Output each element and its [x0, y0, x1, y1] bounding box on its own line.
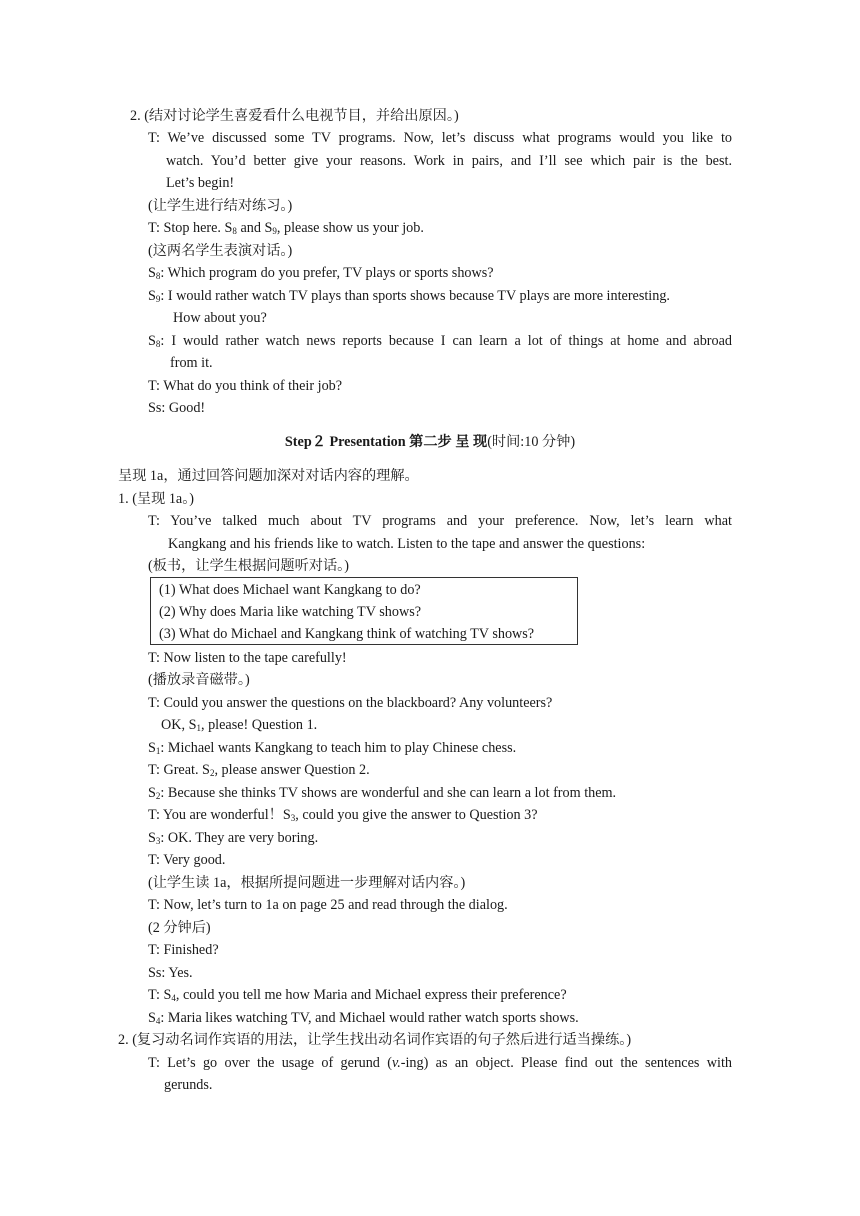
student-line: $S_8$: I would rather watch news reports because I can learn a lot of things at home and abroad: [148, 333, 732, 349]
question-item: (2) Why does Maria like watching TV shows?: [159, 604, 422, 620]
student-line: $S_4$: Maria likes watching TV, and Michael would rather watch sports shows.: [148, 1010, 579, 1026]
students-line: Ss: Yes.: [148, 965, 193, 981]
student-line: $S_2$: Because she thinks TV shows are wonderful and she can learn a lot from them.: [148, 785, 617, 801]
teacher-line: T: Very good.: [148, 852, 226, 868]
item-1-instruction: 1. (呈现 1a。): [118, 491, 195, 507]
teacher-line: T: You are wonderful！$S_3$, could you give the answer to Question 3?: [148, 807, 538, 823]
instruction-note: (播放录音磁带。): [148, 672, 250, 688]
teacher-line: T: Great. $S_2$, please answer Question 2.: [148, 762, 370, 778]
teacher-line: T: Stop here. $S_8$ and $S_9$, please show us your job.: [148, 220, 424, 236]
step-label: Step２ Presentation 第二步 呈 现: [284, 434, 488, 450]
student-line: $S_8$: Which program do you prefer, TV plays or sports shows?: [148, 265, 494, 281]
teacher-line: T: Finished?: [148, 942, 219, 958]
student-line: $S_3$: OK. They are very boring.: [148, 830, 319, 846]
teacher-line: T: We’ve discussed some TV programs. Now, let’s discuss what programs would you like to: [148, 130, 732, 146]
students-line: Ss: Good!: [148, 400, 206, 416]
step-heading: [0, 432, 860, 452]
teacher-line-cont: OK, $S_1$, please! Question 1.: [161, 717, 318, 733]
student-line-cont: from it.: [170, 355, 213, 371]
teacher-line: T: Could you answer the questions on the blackboard? Any volunteers?: [148, 695, 553, 711]
instruction-note: (让学生读 1a，根据所提问题进一步理解对话内容。): [148, 875, 466, 891]
teacher-line: T: You’ve talked much about TV programs and your preference. Now, let’s learn what: [148, 513, 732, 529]
teacher-line-cont: gerunds.: [164, 1077, 213, 1093]
teacher-line: T: Let’s go over the usage of gerund (v.-ing) as an object. Please find out the sentences with: [148, 1055, 732, 1071]
step-intro: 呈现 1a，通过回答问题加深对对话内容的理解。: [118, 468, 419, 484]
student-line: $S_1$: Michael wants Kangkang to teach him to play Chinese chess.: [148, 740, 517, 756]
student-line-cont: How about you?: [173, 310, 267, 326]
teacher-line-cont: Kangkang and his friends like to watch. Listen to the tape and answer the questions:: [168, 536, 646, 552]
blackboard-questions-box: [150, 577, 578, 645]
item-2-instruction: 2. (复习动名词作宾语的用法，让学生找出动名词作宾语的句子然后进行适当操练。): [118, 1032, 632, 1048]
teacher-line: T: Now listen to the tape carefully!: [148, 650, 347, 666]
teacher-line-cont: watch. You’d better give your reasons. Work in pairs, and I’ll see which pair is the best.: [166, 153, 732, 169]
teacher-line-cont: Let’s begin!: [166, 175, 235, 191]
teacher-line: T: Now, let’s turn to 1a on page 25 and read through the dialog.: [148, 897, 508, 913]
item-2-instruction: 2. (结对讨论学生喜爱看什么电视节目，并给出原因。): [130, 108, 459, 124]
question-item: (3) What do Michael and Kangkang think of watching TV shows?: [159, 626, 535, 642]
instruction-note: (板书，让学生根据问题听对话。): [148, 558, 349, 574]
instruction-note: (这两名学生表演对话。): [148, 243, 293, 259]
teacher-line: T: $S_4$, could you tell me how Maria and Michael express their preference?: [148, 987, 567, 1003]
question-item: (1) What does Michael want Kangkang to do?: [159, 582, 421, 598]
step-time: (时间:10 分钟): [487, 434, 576, 450]
teacher-line: T: What do you think of their job?: [148, 378, 343, 394]
instruction-note: (让学生进行结对练习。): [148, 198, 293, 214]
student-line: $S_9$: I would rather watch TV plays than sports shows because TV plays are more interesting.: [148, 288, 670, 304]
instruction-note: (2 分钟后): [148, 920, 211, 936]
